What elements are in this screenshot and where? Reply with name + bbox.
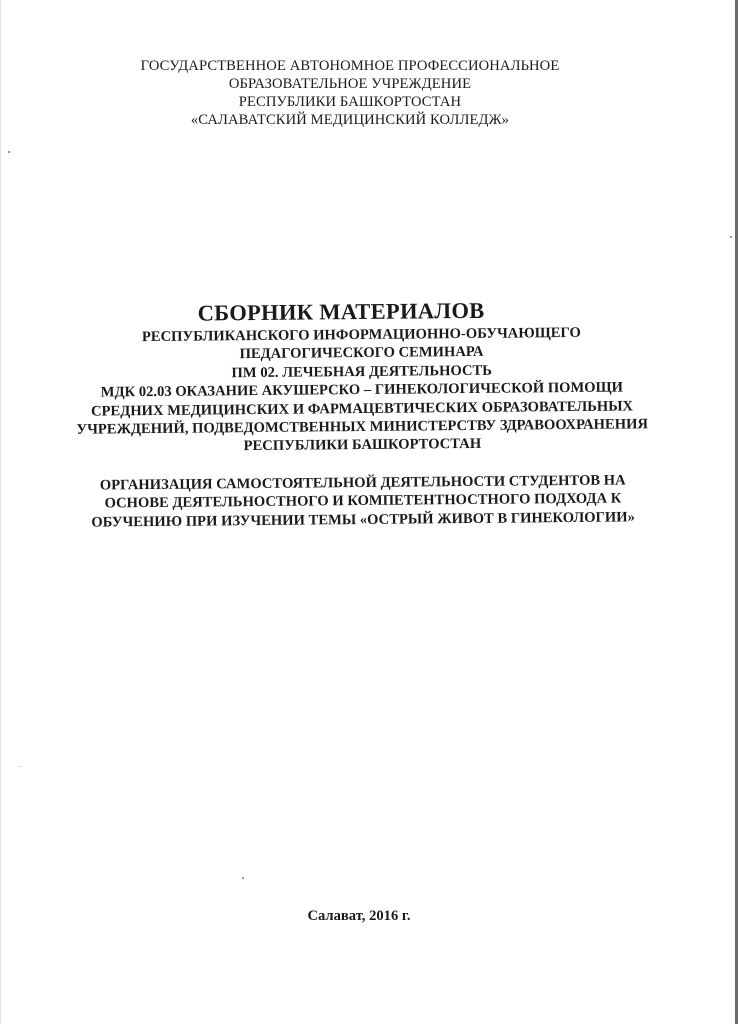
scan-speck xyxy=(242,877,244,879)
institution-header xyxy=(0,57,700,129)
header-line: ГОСУДАРСТВЕННОЕ АВТОНОМНОЕ ПРОФЕССИОНАЛЬНОЕ xyxy=(140,58,560,74)
seminar-description xyxy=(0,323,723,459)
scan-speck xyxy=(730,236,732,238)
header-line: ОБРАЗОВАТЕЛЬНОЕ УЧРЕЖДЕНИЕ xyxy=(228,76,472,92)
topic-description xyxy=(2,470,724,532)
scan-speck xyxy=(20,766,21,767)
subtitle-line: ПЕДАГОГИЧЕСКОГО СЕМИНАРА xyxy=(239,344,484,363)
header-line: «САЛАВАТСКИЙ МЕДИЦИНСКИЙ КОЛЛЕДЖ» xyxy=(190,112,510,128)
subtitle-line: РЕСПУБЛИКАНСКОГО ИНФОРМАЦИОННО-ОБУЧАЮЩЕГО xyxy=(141,324,581,346)
topic-line: ОРГАНИЗАЦИЯ САМОСТОЯТЕЛЬНОЙ ДЕЯТЕЛЬНОСТИ СТУДЕНТОВ НА xyxy=(99,472,626,494)
document-title: СБОРНИК МАТЕРИАЛОВ xyxy=(197,297,485,326)
place-and-year: Салават, 2016 г. xyxy=(307,908,411,924)
subtitle-line: СРЕДНИХ МЕДИЦИНСКИХ И ФАРМАЦЕВТИЧЕСКИХ ОБРАЗОВАТЕЛЬНЫХ xyxy=(90,398,634,420)
title-block xyxy=(0,296,724,533)
scan-left-edge xyxy=(0,0,1,1024)
scan-speck xyxy=(8,151,10,153)
subtitle-line: УЧРЕЖДЕНИЙ, ПОДВЕДОМСТВЕННЫХ МИНИСТЕРСТВУ ЗДРАВООХРАНЕНИЯ xyxy=(76,416,649,438)
topic-line: ОСНОВЕ ДЕЯТЕЛЬНОСТНОГО И КОМПЕТЕНТНОСТНОГО ПОДХОДА К xyxy=(104,490,622,512)
subtitle-line: РЕСПУБЛИКИ БАШКОРТОСТАН xyxy=(243,436,482,455)
header-line: РЕСПУБЛИКИ БАШКОРТОСТАН xyxy=(238,94,462,110)
subtitle-line: МДК 02.03 ОКАЗАНИЕ АКУШЕРСКО – ГИНЕКОЛОГИЧЕСКОЙ ПОМОЩИ xyxy=(100,379,624,401)
topic-line: ОБУЧЕНИЮ ПРИ ИЗУЧЕНИИ ТЕМЫ «ОСТРЫЙ ЖИВОТ В ГИНЕКОЛОГИИ» xyxy=(91,509,635,531)
subtitle-line: ПМ 02. ЛЕЧЕБНАЯ ДЕЯТЕЛЬНОСТЬ xyxy=(231,362,492,382)
